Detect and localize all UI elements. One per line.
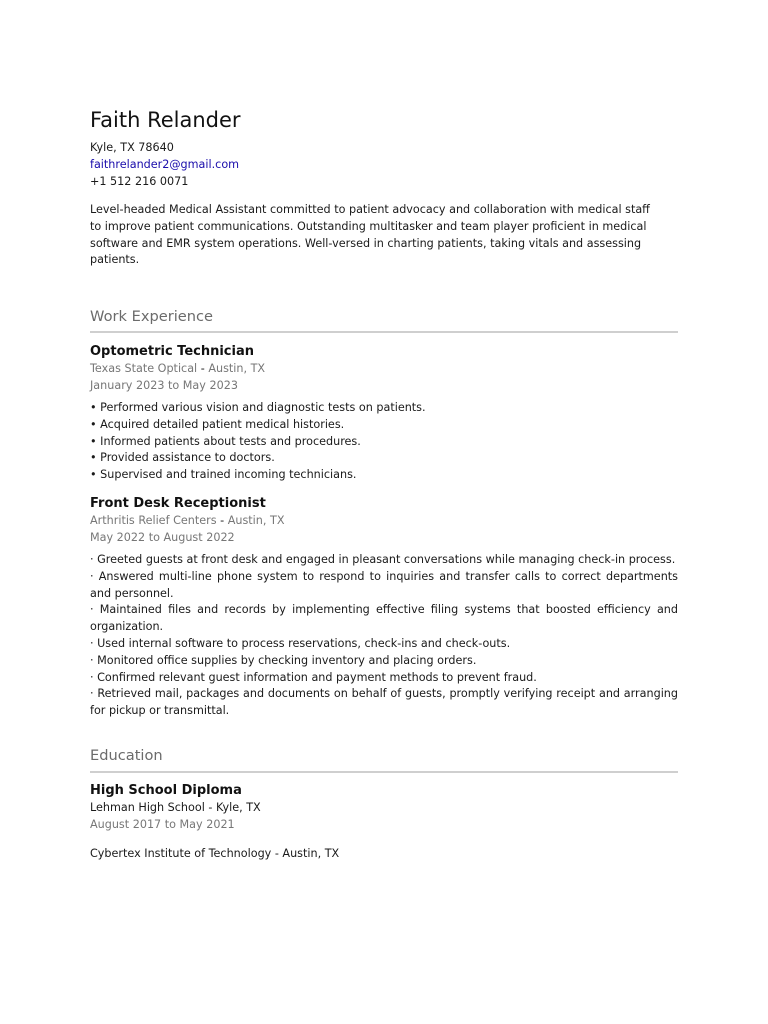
education-entry [90,782,678,833]
duty-item: • Supervised and trained incoming technicians. [90,468,357,482]
work-experience-heading: Work Experience [90,308,213,325]
email-link[interactable]: faithrelander2@gmail.com [90,158,240,171]
job-entry [90,495,678,720]
degree-title: High School Diploma [90,783,242,798]
education-divider [90,771,678,773]
duty-item: · Answered multi-line phone system to respond to inquiries and transfer calls to correct departments and personnel. [90,569,678,600]
job-company-line [90,512,678,529]
job-title: Front Desk Receptionist [90,496,266,511]
duty-item: • Informed patients about tests and procedures. [90,434,361,448]
education-dates: August 2017 to May 2021 [90,818,235,831]
phone-text: +1 512 216 0071 [90,175,189,188]
job-dates: January 2023 to May 2023 [90,379,238,392]
job-separator: - [197,362,209,375]
job-location: Austin, TX [227,514,285,527]
contact-block [90,139,239,190]
work-experience-divider [90,331,678,333]
job-separator: - [216,514,228,527]
job-duties [90,400,678,484]
education-entry [90,845,678,862]
duty-item: • Provided assistance to doctors. [90,451,275,465]
duty-item: · Used internal software to process reservations, check-ins and check-outs. [90,636,511,650]
job-title: Optometric Technician [90,344,254,359]
job-company: Arthritis Relief Centers [90,514,217,527]
job-company: Texas State Optical [90,362,198,375]
education-heading: Education [90,747,163,764]
school-line: Lehman High School - Kyle, TX [90,801,261,814]
duty-item: • Performed various vision and diagnostic tests on patients. [90,401,426,414]
duty-item: · Monitored office supplies by checking inventory and placing orders. [90,653,477,667]
duty-item: · Maintained files and records by implementing effective filing systems that boosted efficiency and organization. [90,603,678,634]
job-location: Austin, TX [208,362,266,375]
school-line: Cybertex Institute of Technology - Austin, TX [90,847,340,860]
candidate-name: Faith Relander [90,108,241,132]
duty-item: · Retrieved mail, packages and documents on behalf of guests, promptly verifying receipt and arranging for pickup or transmittal. [90,687,678,718]
duty-item: · Greeted guests at front desk and engaged in pleasant conversations while managing check-in process. [90,553,676,566]
duty-item: • Acquired detailed patient medical histories. [90,417,345,431]
job-dates: May 2022 to August 2022 [90,531,235,544]
job-company-line [90,360,678,377]
duty-item: · Confirmed relevant guest information and payment methods to prevent fraud. [90,670,537,684]
location-text: Kyle, TX 78640 [90,141,174,154]
job-duties [90,552,678,720]
job-entry [90,343,678,484]
professional-summary: Level-headed Medical Assistant committed to patient advocacy and collaboration with medical staff to improve patient communications. Outstanding multitasker and team player proficient in medical software and EMR system operations. Well-versed in charting patients, taking vitals and assessing patients. [90,203,650,267]
